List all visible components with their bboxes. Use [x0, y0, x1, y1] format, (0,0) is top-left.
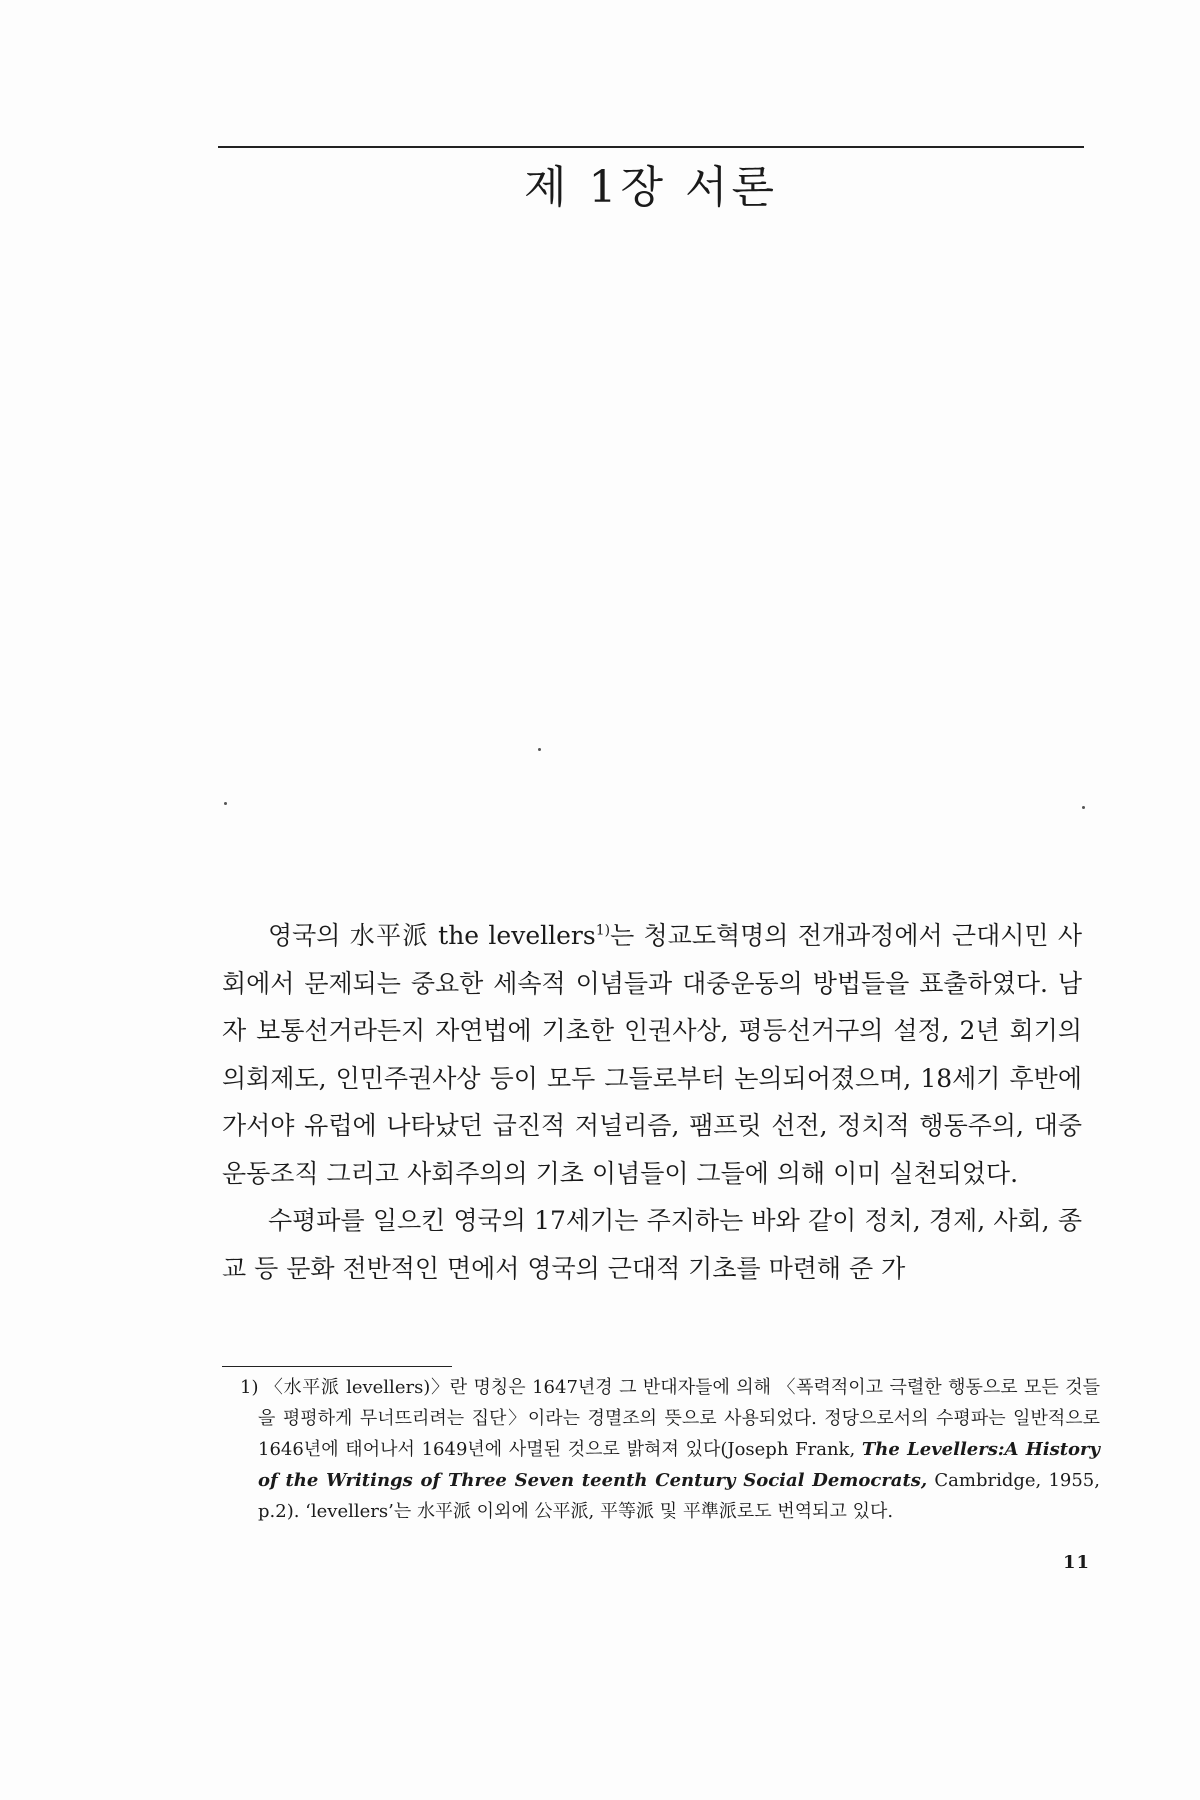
footnote-paragraph — [240, 1372, 1100, 1527]
chapter-title: 제 1장 서론 — [524, 162, 778, 213]
footnote-text: Cambridge, 1955, p.2). ‘levellers’는 水平派 이외에 公平派, 平等派 및 平準派로도 번역되고 있다. — [258, 1470, 1100, 1522]
footnote — [240, 1372, 1100, 1527]
body-text — [222, 912, 1082, 1292]
footnote-text: 1) 〈水平派 levellers)〉란 명칭은 1647년경 그 반대자들에 의해 〈폭력적이고 극렬한 행동으로 모든 것들을 평평하게 무너뜨리려는 집단〉이라는 경멸조의 뜻으로 사용되었다. 정당으로서의 수평파는 일반적으로 1646년에 태어나서 1649년에 사멸된 것으로 밝혀져 있다(Joseph Frank, — [240, 1377, 1100, 1460]
footnote-book-title: The Levellers:A History of the Writings of Three Seven teenth Century Social Democrats, — [258, 1439, 1100, 1491]
print-speck — [538, 748, 541, 751]
body-paragraph — [222, 912, 1082, 1197]
paragraph-text: 영국의 水平派 the levellers — [268, 921, 596, 950]
body-paragraph: 수평파를 일으킨 영국의 17세기는 주지하는 바와 같이 정치, 경제, 사회, 종교 등 문화 전반적인 면에서 영국의 근대적 기초를 마련해 준 가 — [222, 1206, 1082, 1283]
footnote-reference: 1) — [595, 922, 611, 939]
footnote-rule — [222, 1366, 452, 1367]
chapter-top-rule — [218, 146, 1084, 148]
print-speck — [224, 802, 227, 805]
paragraph-text: 는 청교도혁명의 전개과정에서 근대시민 사회에서 문제되는 중요한 세속적 이념들과 대중운동의 방법들을 표출하였다. 남자 보통선거라든지 자연법에 기초한 인권사상, 평등선거구의 설정, 2년 회기의 의회제도, 인민주권사상 등이 모두 그들로부터 논의되어졌으며, 18세기 후반에 가서야 유럽에 나타났던 급진적 저널리즘, 팸프릿 선전, 정치적 행동주의, 대중운동조직 그리고 사회주의의 기초 이념들이 그들에 의해 이미 실천되었다. — [222, 921, 1082, 1188]
print-speck — [1082, 806, 1085, 809]
page-number: 11 — [1062, 1552, 1090, 1573]
